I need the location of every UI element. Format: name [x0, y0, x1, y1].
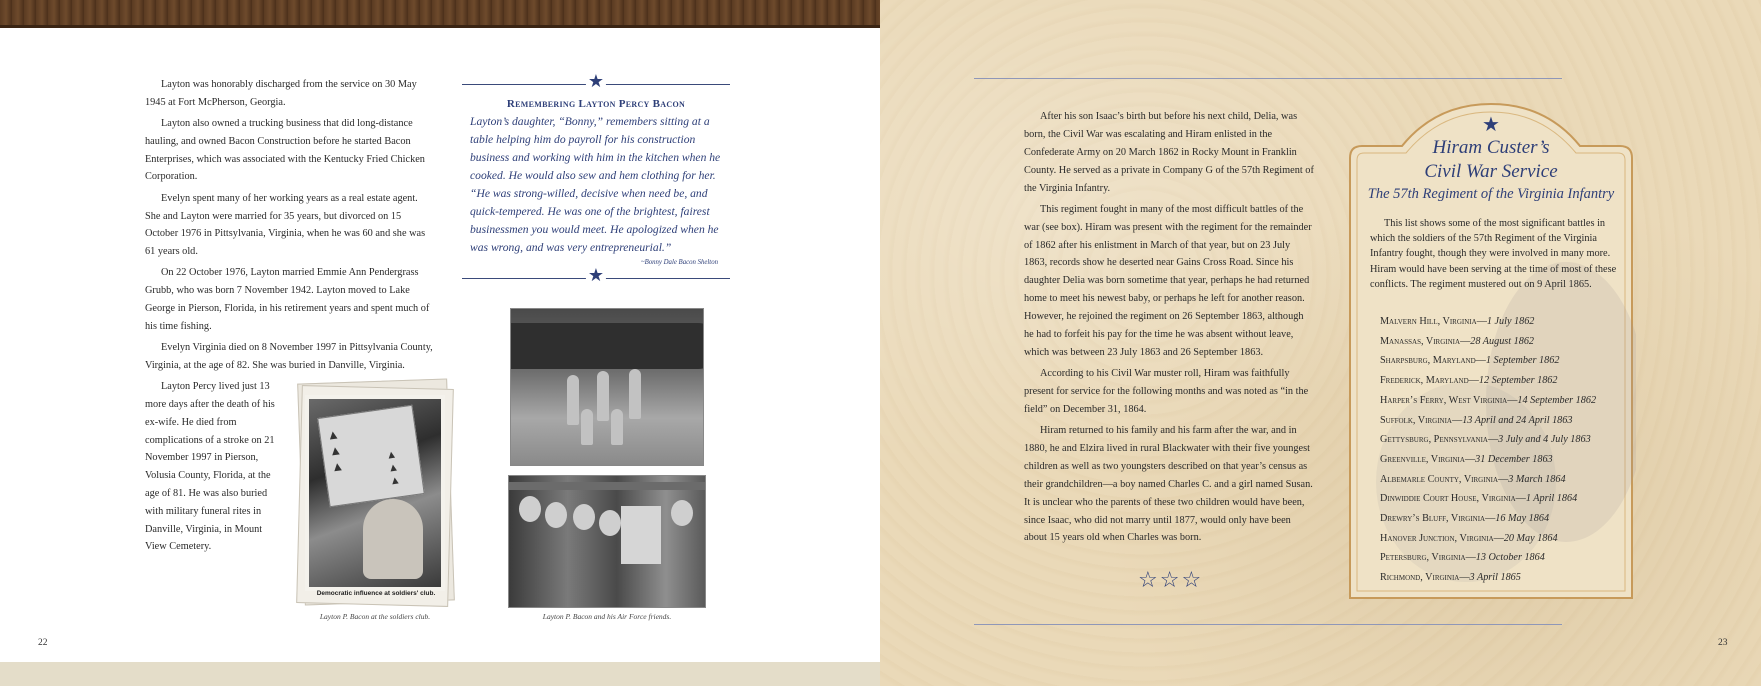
three-stars-icon: ☆☆☆ — [1138, 568, 1204, 593]
airplane-crew-photo — [510, 308, 704, 466]
star-icon: ★ — [1482, 112, 1500, 136]
box-title — [1346, 136, 1636, 184]
remembering-sidebar — [462, 72, 730, 286]
list-item: Greenville, Virginia—31 December 1863 — [1380, 453, 1553, 465]
paragraph: Layton Percy lived just 13 more days after the death of his ex-wife. He died from complications of a stroke on 21 November 1997 in Pierson, Volusia County, Florida, at the age of 81. He was also buried with military funeral rites in Danville, Virginia, in Mount View Cemetery. — [145, 381, 275, 553]
battle-place: Richmond, Virginia — [1380, 572, 1460, 584]
list-item: Richmond, Virginia—3 April 1865 — [1380, 572, 1521, 584]
beam-image — [509, 482, 705, 490]
battle-place: Gettysburg, Pennsylvania — [1380, 434, 1488, 446]
battle-date: 3 March 1864 — [1508, 473, 1566, 485]
battle-date: 13 October 1864 — [1475, 552, 1545, 564]
star-icon: ★ — [587, 71, 605, 92]
page-number: 23 — [1718, 638, 1728, 648]
battle-date: 14 September 1862 — [1517, 394, 1597, 406]
battle-place: Dinwiddie Court House, Virginia — [1380, 493, 1516, 505]
person-figure — [629, 369, 641, 419]
left-page — [0, 0, 880, 686]
paragraph: According to his Civil War muster roll, Hiram was faithfully present for service for the following months and was noted as “in the field” on December 31, 1864. — [1024, 368, 1309, 415]
figure-image — [363, 499, 423, 579]
battle-place: Sharpsburg, Maryland — [1380, 355, 1476, 367]
soldiers-club-photo — [297, 381, 455, 607]
right-page — [880, 0, 1761, 686]
paragraph: Evelyn spent many of her working years as a real estate agent. She and Layton were married for 35 years, but divorced on 15 October 1976 in Pittsylvania, Virginia, when he was 60 and she was 61 years old. — [145, 192, 426, 258]
box-title-line: Civil War Service — [1424, 161, 1558, 182]
person-figure — [597, 371, 609, 421]
sidebar-bottom-rule — [462, 266, 730, 286]
list-item: Dinwiddie Court House, Virginia—1 April 1864 — [1380, 493, 1578, 505]
battle-date: 1 July 1862 — [1486, 316, 1535, 327]
paragraph: Hiram returned to his family and his farm after the war, and in 1880, he and Elzira lived in rural Blackwater with their five youngest children as well as two youngsters described on that year’s census as their grandchildren—a boy named Charles C. and a girl named Susan. It is unclear who the parents of these two children would have been, since Isaac, who did not marry until 1877, would only have been about 15 years old when Charles was born. — [1024, 424, 1313, 544]
paragraph: This regiment fought in many of the most difficult battles of the war (see box). Hiram was present with the regiment for the remainder of 1862 after his enlistment in March of that year, but on 23 July 1863, records show he deserted near Gains Cross Road. Since his daughter Delia was born sometime that year, perhaps he had returned home to meet his newest baby, or perhaps he left for another reason. However, he rejoined the regiment on 26 September 1863, although he had to forfeit his pay for the time he was absent without leave, which was between 23 July 1863 and 26 September 1863. — [1024, 203, 1312, 358]
battle-date: 28 August 1862 — [1470, 335, 1535, 347]
photo-strip-text: Democratic influence at soldiers' club. — [316, 590, 436, 597]
paragraph: Layton was honorably discharged from the service on 30 May 1945 at Fort McPherson, Georgia. — [145, 79, 417, 108]
battle-place: Malvern Hill, Virginia — [1380, 316, 1477, 327]
battle-date: 3 April 1865 — [1469, 572, 1521, 584]
sidebar-attribution: ~Bonny Dale Bacon Shelton — [640, 259, 718, 266]
sidebar-title: Remembering Layton Percy Bacon — [506, 98, 686, 110]
battle-place: Petersburg, Virginia — [1380, 552, 1466, 564]
paragraph: Layton also owned a trucking business that did long-distance hauling, and owned Bacon Construction before he started Bacon Enterprises, which was associated with the Kentucky Fried Chicken Corporation. — [145, 118, 425, 183]
sign-image — [317, 405, 425, 507]
list-item: Hanover Junction, Virginia—20 May 1864 — [1380, 532, 1558, 544]
airplane-wing-image — [510, 323, 704, 369]
star-icon: ★ — [587, 265, 605, 286]
battle-date: 16 May 1864 — [1495, 513, 1550, 525]
battle-date: 20 May 1864 — [1503, 532, 1558, 544]
battle-place: Suffolk, Virginia — [1380, 414, 1452, 426]
list-item: Harper’s Ferry, West Virginia—14 September 1862 — [1380, 394, 1597, 406]
battle-date: 12 September 1862 — [1478, 375, 1558, 387]
decorative-top-band — [0, 0, 880, 28]
battle-place: Drewry’s Bluff, Virginia — [1380, 513, 1486, 525]
list-item: Manassas, Virginia—28 August 1862 — [1380, 335, 1535, 347]
battle-place: Harper’s Ferry, West Virginia — [1380, 394, 1508, 406]
bottom-rule — [974, 624, 1562, 625]
box-intro: This list shows some of the most significant battles in which the soldiers of the 57th Regiment of the Virginia Infantry fought, though they were involved in many more. Hiram would have been serving at the time of most of these conflicts. The regiment mustered out on 9 April 1865. — [1370, 218, 1617, 290]
photo-caption: Layton P. Bacon and his Air Force friends. — [542, 612, 672, 621]
battle-list — [1380, 312, 1630, 588]
list-item: Frederick, Maryland—12 September 1862 — [1380, 375, 1558, 387]
paragraph: Evelyn Virginia died on 8 November 1997 in Pittsylvania County, Virginia, at the age of 82. She was buried in Danville, Virginia. — [145, 342, 433, 371]
battle-place: Greenville, Virginia — [1380, 453, 1465, 465]
face-figure — [599, 510, 621, 536]
battle-place: Frederick, Maryland — [1380, 375, 1469, 387]
top-rule — [974, 78, 1562, 79]
insignia-board-image — [621, 506, 661, 564]
air-force-friends-photo — [508, 475, 706, 608]
battle-date: 1 September 1862 — [1485, 355, 1560, 367]
person-figure — [581, 409, 593, 445]
right-text-column — [1024, 108, 1314, 551]
sidebar-top-rule — [462, 72, 730, 92]
face-figure — [671, 500, 693, 526]
list-item: Sharpsburg, Maryland—1 September 1862 — [1380, 355, 1560, 367]
civil-war-service-box — [1346, 102, 1636, 602]
list-item: Albemarle County, Virginia—3 March 1864 — [1380, 473, 1566, 485]
list-item: Gettysburg, Pennsylvania—3 July and 4 July 1863 — [1380, 434, 1591, 446]
list-item: Petersburg, Virginia—13 October 1864 — [1380, 552, 1545, 564]
sidebar-quote: Layton’s daughter, “Bonny,” remembers sitting at a table helping him do payroll for his construction business and working with him in the kitchen when he cooked. He would also sew and hem clothing for her. “He was strong-willed, decisive when need be, and quick-tempered. He was one of the brightest, fairest businessmen you would meet. He apologized when he was wrong, and was very entrepreneurial.” — [470, 115, 721, 254]
box-title-line: Hiram Custer’s — [1432, 137, 1550, 158]
decorative-bottom-band — [0, 662, 880, 686]
battle-place: Hanover Junction, Virginia — [1380, 532, 1494, 544]
battle-date: 31 December 1863 — [1475, 453, 1553, 465]
face-figure — [545, 502, 567, 528]
battle-place: Manassas, Virginia — [1380, 335, 1461, 347]
list-item: Suffolk, Virginia—13 April and 24 April 1863 — [1380, 414, 1573, 426]
list-item: Drewry’s Bluff, Virginia—16 May 1864 — [1380, 513, 1550, 525]
paragraph: On 22 October 1976, Layton married Emmie Ann Pendergrass Grubb, who was born 7 November 1942. Layton moved to Lake George in Pierson, Florida, in his retirement years and spent much of his time fishing. — [145, 267, 430, 332]
face-figure — [519, 496, 541, 522]
page-number: 22 — [38, 638, 48, 648]
battle-place: Albemarle County, Virginia — [1380, 473, 1499, 485]
battle-date: 3 July and 4 July 1863 — [1498, 434, 1591, 446]
battle-date: 1 April 1864 — [1525, 493, 1578, 505]
photo-image — [305, 395, 445, 591]
battle-date: 13 April and 24 April 1863 — [1462, 414, 1573, 426]
photo-caption: Layton P. Bacon at the soldiers club. — [319, 612, 431, 621]
paragraph: After his son Isaac’s birth but before his next child, Delia, was born, the Civil War was escalating and Hiram enlisted in the Confederate Army on 20 March 1862 in Rocky Mount in Franklin County. He served as a private in Company G of the 57th Regiment of the Virginia Infantry. — [1024, 111, 1314, 194]
face-figure — [573, 504, 595, 530]
person-figure — [611, 409, 623, 445]
list-item: Malvern Hill, Virginia—1 July 1862 — [1380, 316, 1535, 327]
person-figure — [567, 375, 579, 425]
box-subtitle: The 57th Regiment of the Virginia Infantry — [1367, 186, 1615, 202]
